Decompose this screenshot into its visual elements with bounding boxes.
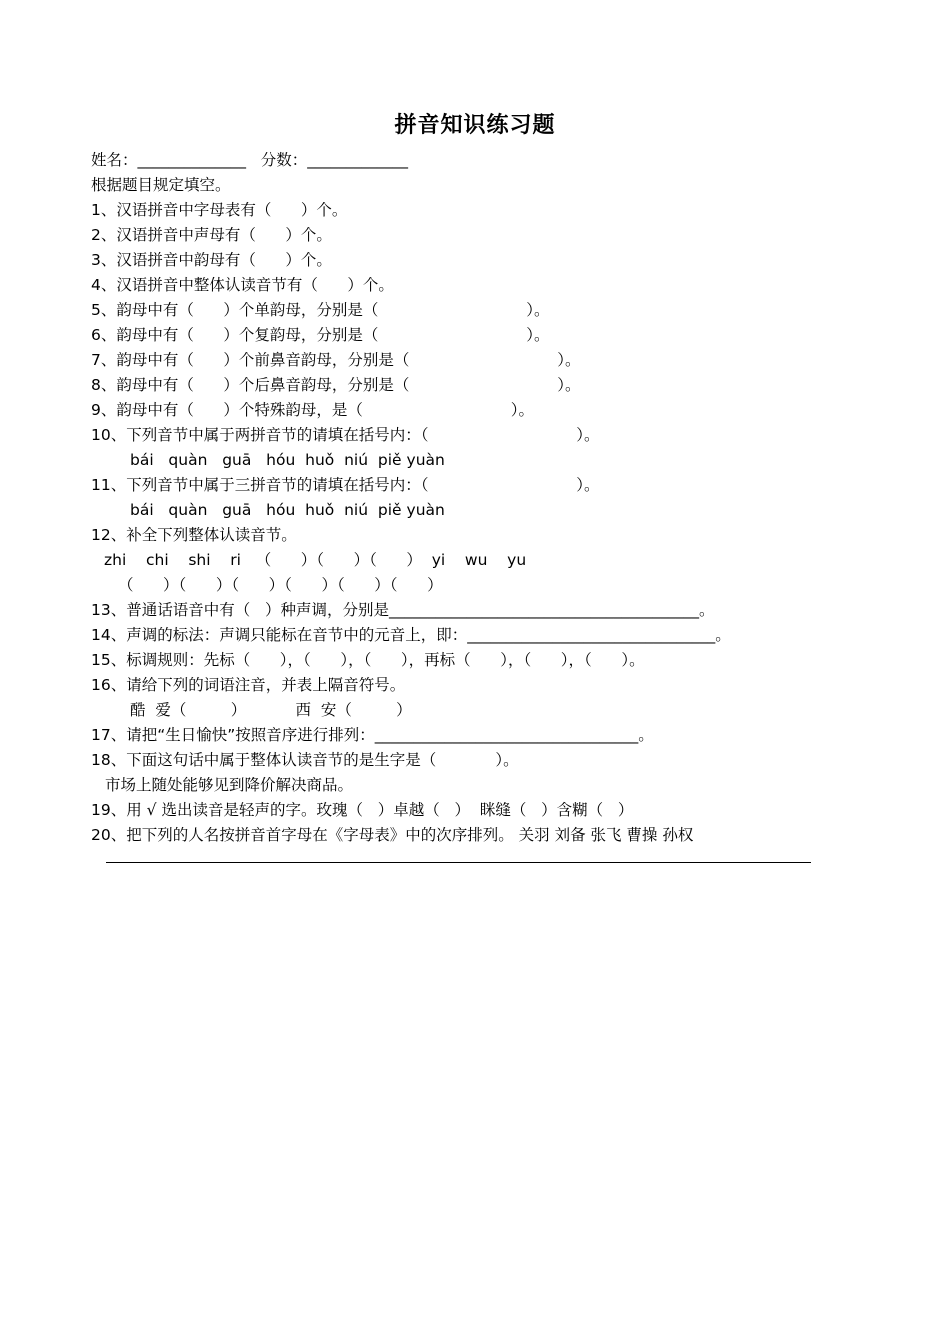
question-16-words: 酷 爱（ ） 西 安（ ） <box>130 701 412 719</box>
question-14: 14、声调的标法：声调只能标在音节中的元音上，即：________________________________。 <box>91 626 731 644</box>
question-8: 8、韵母中有（ ）个后鼻音韵母，分别是（ ）。 <box>91 376 581 394</box>
question-20: 20、把下列的人名按拼音首字母在《字母表》中的次序排列。 关羽 刘备 张飞 曹操 孙权 <box>91 826 694 844</box>
question-6: 6、韵母中有（ ）个复韵母，分别是（ ）。 <box>91 326 550 344</box>
question-18: 18、下面这句话中属于整体认读音节的是生字是（ ）。 <box>91 751 519 769</box>
answer-rule <box>106 862 811 863</box>
question-18-sentence: 市场上随处能够见到降价解决商品。 <box>105 776 354 794</box>
question-17: 17、请把“生日愉快”按照音序进行排列：__________________________________。 <box>91 726 654 744</box>
question-1: 1、汉语拼音中字母表有（ ）个。 <box>91 201 348 219</box>
question-9: 9、韵母中有（ ）个特殊韵母，是（ ）。 <box>91 401 534 419</box>
question-11-syllables: bái quàn guā hóu huǒ niú piě yuàn <box>130 501 445 519</box>
question-16: 16、请给下列的词语注音，并表上隔音符号。 <box>91 676 406 694</box>
page-title: 拼音知识练习题 <box>394 112 556 138</box>
question-13: 13、普通话语音中有（ ）种声调，分别是________________________________________。 <box>91 601 715 619</box>
question-15: 15、标调规则：先标（ ），（ ），（ ），再标（ ），（ ），（ ）。 <box>91 651 645 669</box>
question-11: 11、下列音节中属于三拼音节的请填在括号内：（ ）。 <box>91 476 600 494</box>
question-19: 19、用 √ 选出读音是轻声的字。玫瑰（ ）卓越（ ） 眯缝（ ）含糊（ ） <box>91 801 634 819</box>
question-12-row-1: zhi chi shi ri （ ）（ ）（ ） yi wu yu <box>104 551 527 569</box>
question-10: 10、下列音节中属于两拼音节的请填在括号内：（ ）。 <box>91 426 600 444</box>
question-4: 4、汉语拼音中整体认读音节有（ ）个。 <box>91 276 394 294</box>
question-10-syllables: bái quàn guā hóu huǒ niú piě yuàn <box>130 451 445 469</box>
question-3: 3、汉语拼音中韵母有（ ）个。 <box>91 251 332 269</box>
instruction-line: 根据题目规定填空。 <box>91 176 231 194</box>
question-12-row-2: （ ）（ ）（ ）（ ）（ ）（ ） <box>118 576 443 594</box>
name-score-line: 姓名：______________ 分数：_____________ <box>91 151 409 169</box>
question-12: 12、补全下列整体认读音节。 <box>91 526 297 544</box>
question-5: 5、韵母中有（ ）个单韵母，分别是（ ）。 <box>91 301 550 319</box>
question-2: 2、汉语拼音中声母有（ ）个。 <box>91 226 332 244</box>
question-7: 7、韵母中有（ ）个前鼻音韵母，分别是（ ）。 <box>91 351 581 369</box>
